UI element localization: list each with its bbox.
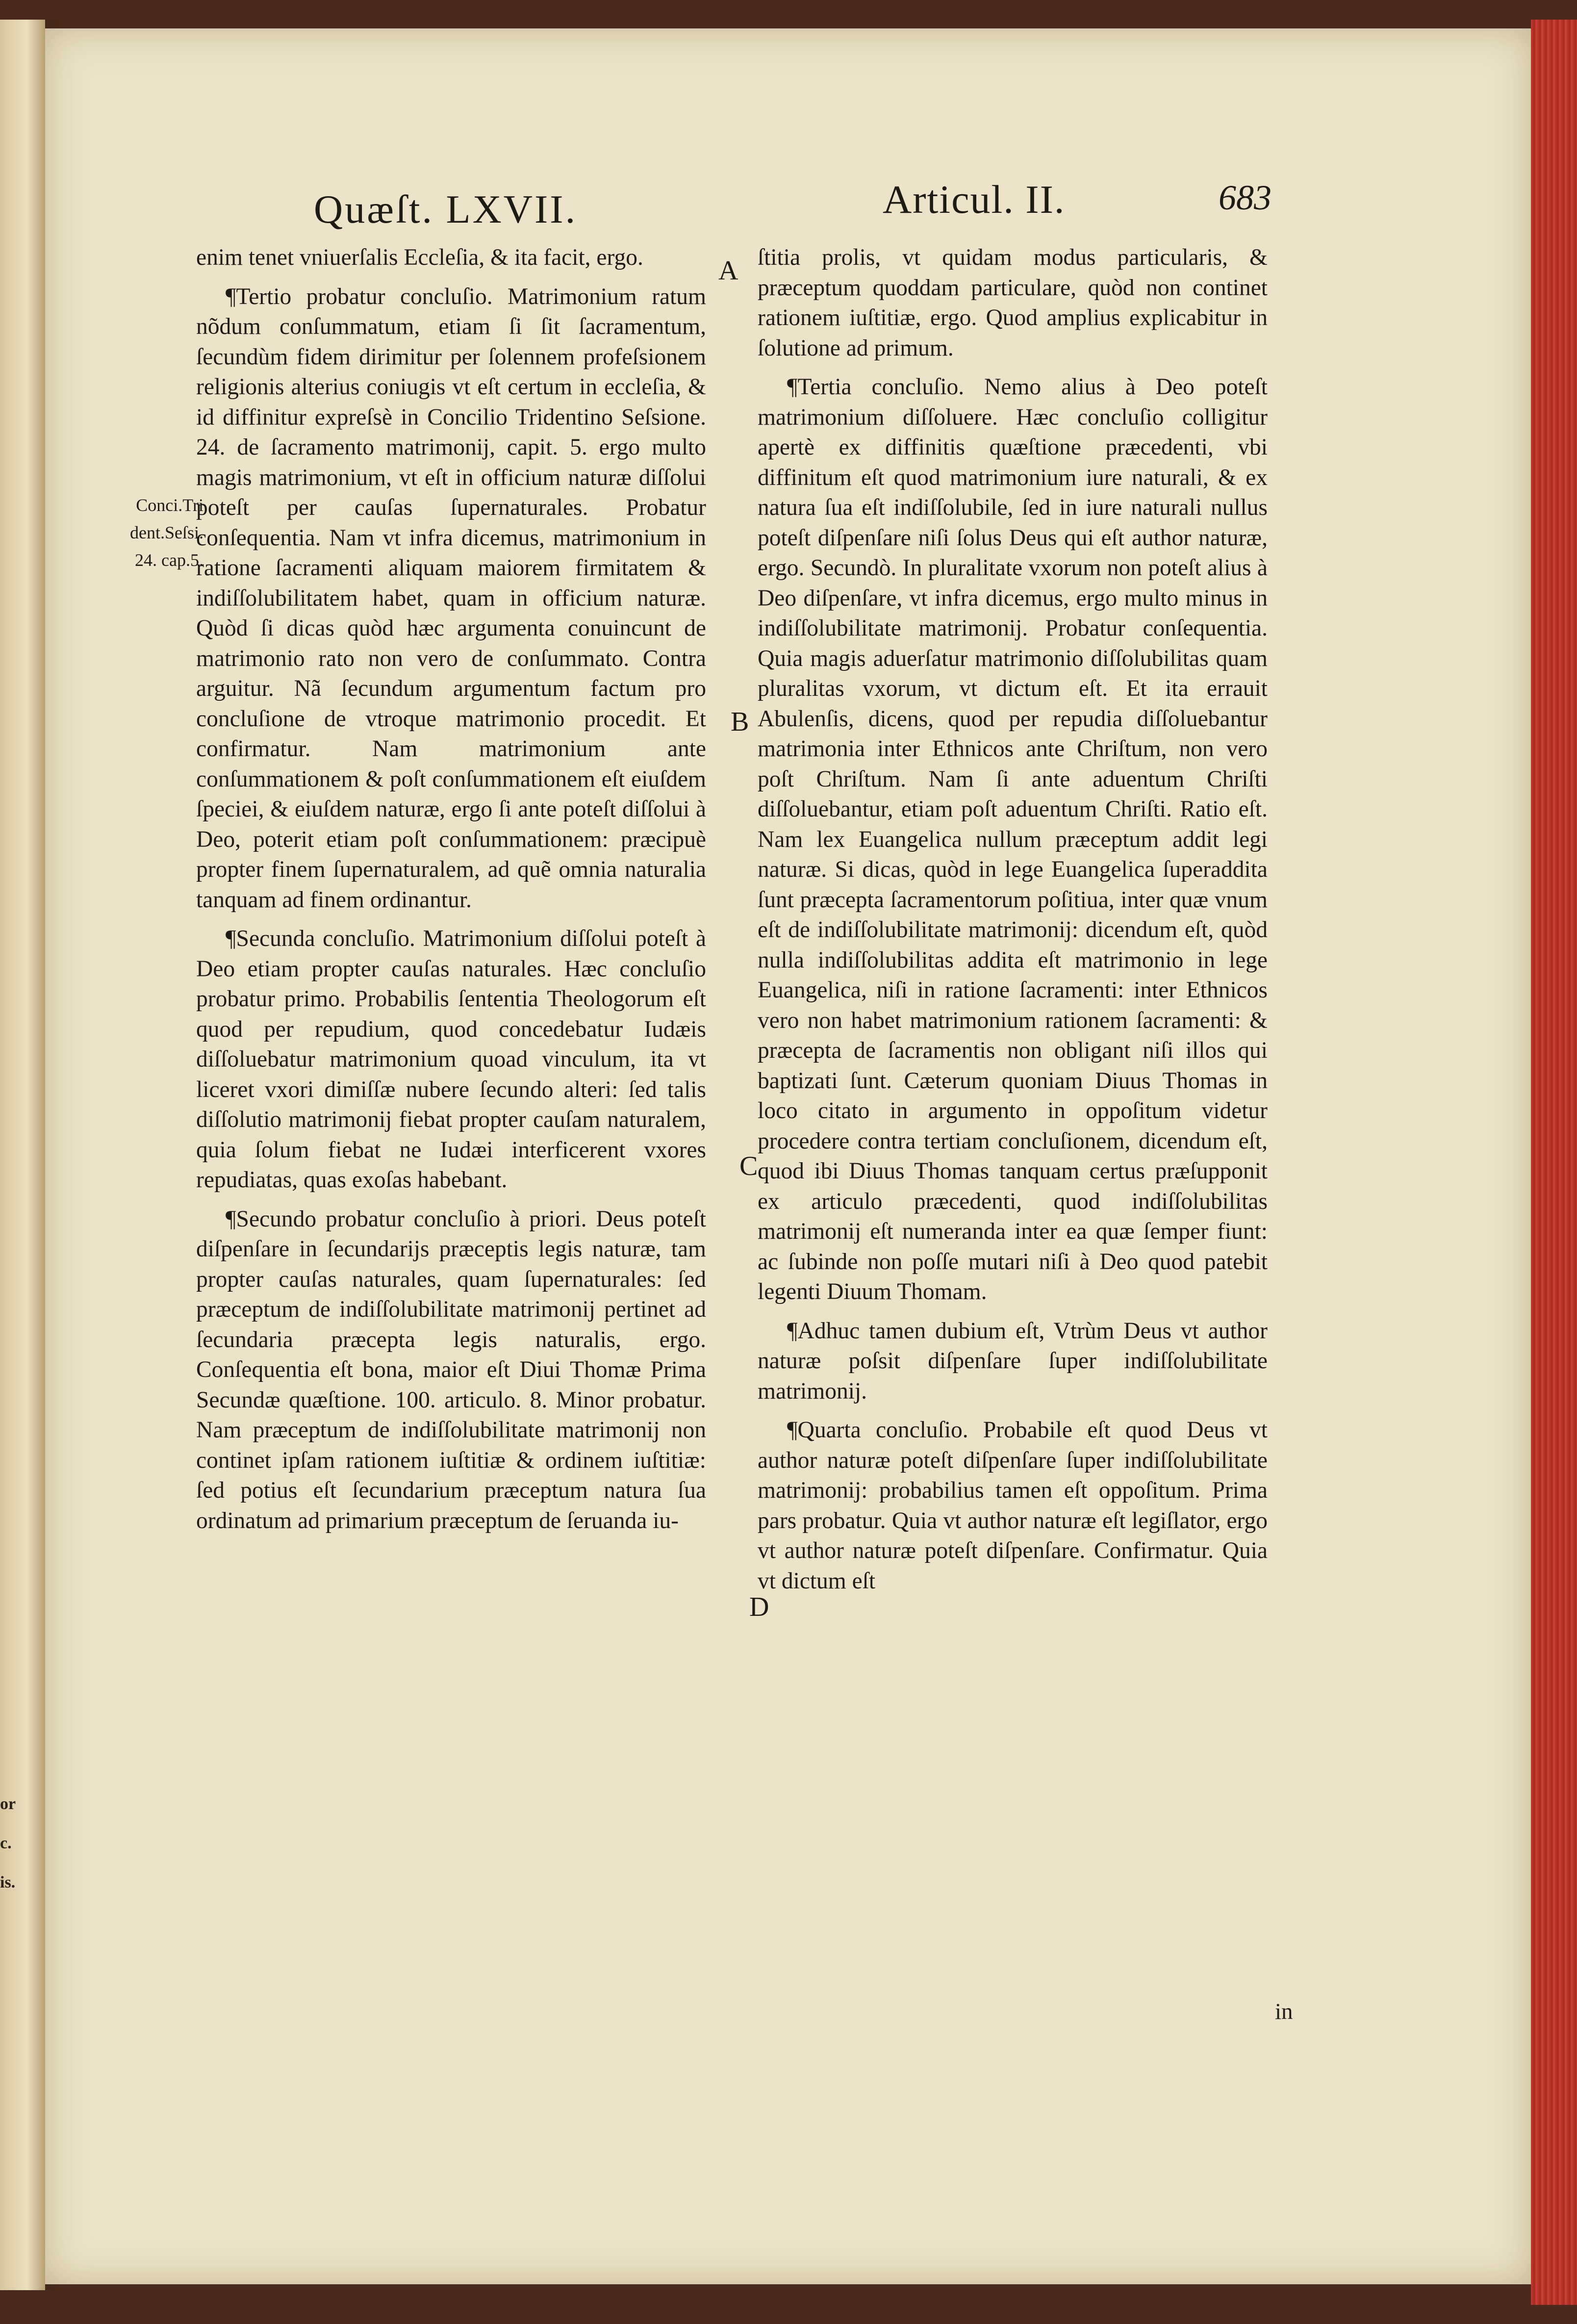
marginal-note-line: dent.Seſsi.	[130, 523, 203, 542]
marginal-note-line: 24. cap.5.	[135, 550, 203, 570]
marginal-note-line: Conci.Tri	[136, 495, 203, 515]
column-letter-c: C	[739, 1151, 758, 1181]
paragraph: ¶Quarta concluſio. Probabile eſt quod Deus vt author naturæ poteſt diſpenſare ſuper indiſſolubilitate matrimonij: probabilius tamen eſt oppoſitum. Prima pars probatur. Quia vt author naturæ eſt legiſlator, ergo vt author naturæ poteſt diſpenſare. Confirmatur. Quia vt dictum eſt	[758, 1417, 1268, 1594]
left-edge-fragment: is.	[0, 1873, 16, 1891]
paragraph: ſtitia prolis, vt quidam modus particularis, & præceptum quoddam particulare, quòd non continet rationem iuſtitiæ, ergo. Quod amplius explicabitur in ſolutione ad primum.	[758, 245, 1268, 361]
running-head-right: Articul. II.	[883, 177, 1066, 222]
paragraph: ¶Secundo probatur concluſio à priori. Deus poteſt diſpenſare in ſecundarijs præceptis legis naturæ, tam propter cauſas naturales, quam ſupernaturales: ſed præceptum de indiſſolubilitate matrimonij pertinet ad ſecundaria præcepta legis naturalis, ergo. Conſequentia eſt bona, maior eſt Diui Thomæ Prima Secundæ quæſtione. 100. articulo. 8. Minor probatur. Nam præceptum de indiſſolubilitate matrimonij non continet ipſam rationem iuſtitiæ & ordinem iuſtitiæ: ſed potius eſt ſecundarium præceptum natura ſua ordinatum ad primarium præceptum de ſeruanda iu-	[196, 1206, 706, 1533]
column-letter-a: A	[718, 255, 738, 286]
column-letter-d: D	[749, 1592, 769, 1622]
left-edge-fragment: or	[0, 1795, 16, 1813]
left-column	[196, 243, 706, 1536]
paragraph: ¶Adhuc tamen dubium eſt, Vtrùm Deus vt author naturæ poſsit diſpenſare ſuper indiſſolubilitate matrimonij.	[758, 1318, 1268, 1404]
column-letter-b: B	[731, 707, 749, 737]
right-column	[758, 243, 1268, 1596]
left-edge-fragment: c.	[0, 1834, 12, 1852]
paragraph: ¶Tertio probatur concluſio. Matrimonium ratum nõdum conſummatum, etiam ſi ſit ſacramentum, ſecundùm fidem dirimitur per ſolennem profeſsionem religionis alterius coniugis vt eſt certum in eccleſia, & id diffinitur expreſsè in Concilio Tridentino Seſsione. 24. de ſacramento matrimonij, capit. 5. ergo multo magis matrimonium, vt eſt in officium naturæ diſſolui poteſt per cauſas ſupernaturales. Probatur conſequentia. Nam vt infra dicemus, matrimonium in ratione ſacramenti aliquam maiorem firmitatem & indiſſolubilitatem habet, quam in officium naturæ. Quòd ſi dicas quòd hæc argumenta conuincunt de matrimonio rato non vero de conſummato. Contra arguitur. Nã ſecundum argumentum factum pro concluſione de vtroque matrimonio procedit. Et confirmatur. Nam matrimonium ante conſummationem & poſt conſummationem eſt eiuſdem ſpeciei, & eiuſdem naturæ, ergo ſi ante poteſt diſſolui à Deo, poterit etiam poſt conſummationem: præcipuè propter finem ſupernaturalem, ad quẽ omnia naturalia tanquam ad finem ordinantur.	[196, 283, 706, 913]
running-head-left: Quæſt. LXVII.	[314, 187, 578, 231]
paragraph: ¶Secunda concluſio. Matrimonium diſſolui poteſt à Deo etiam propter cauſas naturales. Hæc concluſio probatur primo. Probabilis ſententia Theologorum eſt quod per repudium, quod concedebatur Iudæis diſſoluebatur matrimonium quoad vinculum, ita vt liceret vxori dimiſſæ nubere ſecundo alteri: ſed talis diſſolutio matrimonij fiebat propter cauſam naturalem, quia ſolum fiebat ne Iudæi interficerent vxores repudiatas, quas exoſas habebant.	[196, 926, 706, 1193]
page-number: 683	[1219, 178, 1272, 217]
paragraph: ¶Tertia concluſio. Nemo alius à Deo poteſt matrimonium diſſoluere. Hæc concluſio colligitur apertè ex diffinitis quæſtione præcedenti, vbi diffinitum eſt quod matrimonium iure naturali, & ex natura ſua eſt indiſſolubile, ſed in iure naturali nullus poteſt diſpenſare niſi ſolus Deus qui eſt author naturæ, ergo. Secundò. In pluralitate vxorum non poteſt alius à Deo diſpenſare, vt infra dicemus, ergo multo minus in indiſſolubilitate matrimonij. Probatur conſequentia. Quia magis aduerſatur matrimonio diſſolubilitas quam pluralitas vxorum, vt dictum eſt. Et ita errauit Abulenſis, dicens, quod per repudia diſſoluebantur matrimonia inter Ethnicos ante Chriſtum, non vero poſt Chriſtum. Nam ſi ante aduentum Chriſti diſſoluebantur, etiam poſt aduentum Chriſti. Ratio eſt. Nam lex Euangelica nullum præceptum addit legi naturæ. Si dicas, quòd in lege Euangelica ſuperaddita ſunt præcepta ſacramentorum poſitiua, inter quæ vnum eſt de indiſſolubilitate matrimonij: dicendum eſt, quòd nulla indiſſolubilitas addita eſt matrimonio in lege Euangelica, niſi in ratione ſacramenti: inter Ethnicos vero non habet matrimonium rationem ſacramenti: & præcepta de ſacramentis non obligant niſi illos qui baptizati ſunt. Cæterum quoniam Diuus Thomas in loco citato in argumento in oppoſitum videtur procedere contra tertiam concluſionem, dicendum eſt, quod ibi Diuus Thomas tanquam certus præſupponit ex articulo præcedenti, quod indiſſolubilitas matrimonij eſt numeranda inter ea quæ ſemper fiunt: ac ſubinde non poſſe mutari niſi à Deo quod patebit legenti Diuum Thomam.	[758, 374, 1268, 1304]
left-page-edge	[0, 20, 45, 2290]
red-fore-edge	[1531, 20, 1577, 2305]
paragraph: enim tenet vniuerſalis Eccleſia, & ita facit, ergo.	[196, 245, 643, 270]
marginal-note	[88, 491, 203, 574]
catchword: in	[1275, 1999, 1293, 2024]
